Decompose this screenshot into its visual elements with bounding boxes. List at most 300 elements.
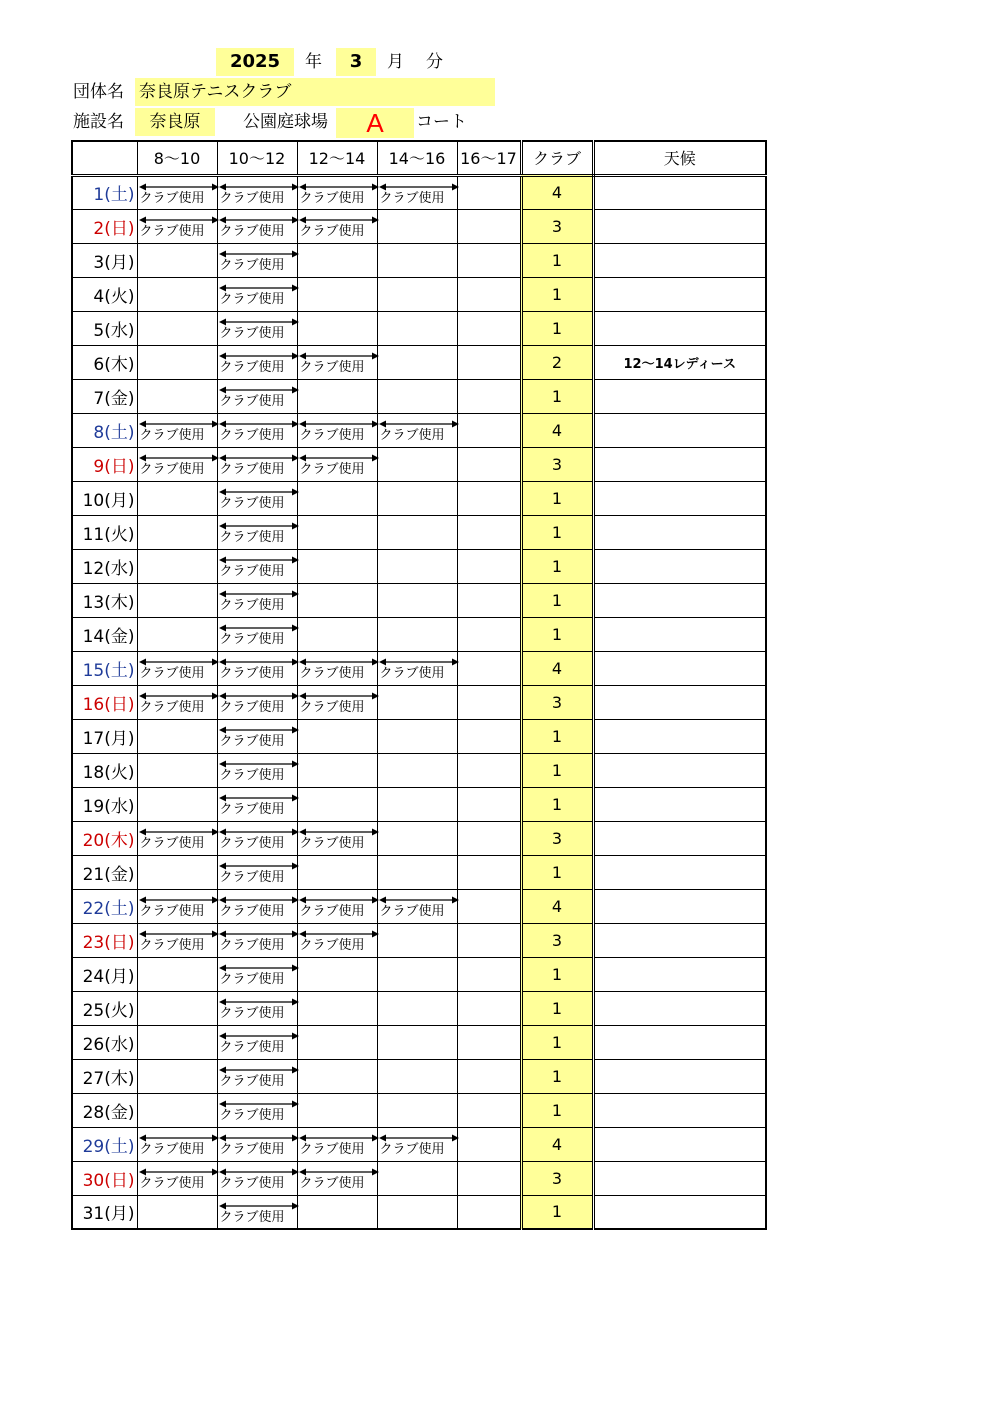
slot-cell xyxy=(457,1093,521,1127)
date-cell: 30(日) xyxy=(72,1161,137,1195)
date-cell: 28(金) xyxy=(72,1093,137,1127)
weather-note-cell xyxy=(593,753,766,787)
slot-cell xyxy=(457,311,521,345)
double-arrow-icon xyxy=(219,284,299,292)
table-row xyxy=(72,447,766,481)
date-cell: 10(月) xyxy=(72,481,137,515)
double-arrow-icon xyxy=(219,250,299,258)
slot-cell xyxy=(377,209,457,243)
slot-cell xyxy=(377,821,457,855)
club-use-label: クラブ使用 xyxy=(219,699,285,715)
club-count-cell: 3 xyxy=(521,821,593,855)
club-use-label: クラブ使用 xyxy=(219,631,285,647)
club-use-label: クラブ使用 xyxy=(299,427,365,443)
slot-cell xyxy=(217,991,297,1025)
club-count-cell: 1 xyxy=(521,243,593,277)
club-use-label: クラブ使用 xyxy=(219,1175,285,1191)
double-arrow-icon xyxy=(219,216,299,224)
club-use-label: クラブ使用 xyxy=(219,325,285,341)
club-count-cell: 1 xyxy=(521,1195,593,1229)
double-arrow-icon xyxy=(219,794,299,802)
slot-cell xyxy=(137,1195,217,1229)
club-use-label: クラブ使用 xyxy=(219,529,285,545)
weather-note-cell xyxy=(593,413,766,447)
slot-cell xyxy=(297,753,377,787)
table-row xyxy=(72,175,766,209)
slot-cell xyxy=(297,583,377,617)
double-arrow-icon xyxy=(379,420,459,428)
double-arrow-icon xyxy=(139,930,219,938)
table-row xyxy=(72,243,766,277)
weather-note-cell xyxy=(593,379,766,413)
slot-cell xyxy=(377,1127,457,1161)
weather-note-cell xyxy=(593,209,766,243)
slot-cell xyxy=(137,1059,217,1093)
bun-label: 分 xyxy=(426,52,443,72)
slot-cell xyxy=(457,1127,521,1161)
weather-note-cell xyxy=(593,617,766,651)
slot-cell xyxy=(137,209,217,243)
col-header-14-16: 14～16 xyxy=(377,141,457,175)
club-use-label: クラブ使用 xyxy=(299,223,365,239)
double-arrow-icon xyxy=(139,1134,219,1142)
club-use-label: クラブ使用 xyxy=(379,903,445,919)
double-arrow-icon xyxy=(139,658,219,666)
table-row xyxy=(72,379,766,413)
slot-cell xyxy=(217,481,297,515)
club-use-label: クラブ使用 xyxy=(219,1073,285,1089)
club-count-cell: 1 xyxy=(521,481,593,515)
club-count-cell: 4 xyxy=(521,889,593,923)
slot-cell xyxy=(297,855,377,889)
slot-cell xyxy=(217,617,297,651)
weather-note-cell xyxy=(593,787,766,821)
club-use-label: クラブ使用 xyxy=(139,190,205,206)
slot-cell xyxy=(137,243,217,277)
double-arrow-icon xyxy=(379,183,459,191)
slot-cell xyxy=(137,787,217,821)
double-arrow-icon xyxy=(219,862,299,870)
club-use-label: クラブ使用 xyxy=(219,1107,285,1123)
club-use-label: クラブ使用 xyxy=(219,903,285,919)
slot-cell xyxy=(457,991,521,1025)
double-arrow-icon xyxy=(219,522,299,530)
year-value: 2025 xyxy=(216,48,294,76)
club-count-cell: 1 xyxy=(521,549,593,583)
date-cell: 26(水) xyxy=(72,1025,137,1059)
slot-cell xyxy=(217,515,297,549)
slot-cell xyxy=(457,651,521,685)
double-arrow-icon xyxy=(299,216,379,224)
slot-cell xyxy=(217,345,297,379)
double-arrow-icon xyxy=(219,352,299,360)
slot-cell xyxy=(457,583,521,617)
slot-cell xyxy=(377,243,457,277)
double-arrow-icon xyxy=(299,1168,379,1176)
weather-note-cell xyxy=(593,651,766,685)
header-row xyxy=(72,141,766,175)
slot-cell xyxy=(137,447,217,481)
slot-cell xyxy=(457,889,521,923)
col-header-12-14: 12～14 xyxy=(297,141,377,175)
slot-cell xyxy=(217,1161,297,1195)
slot-cell xyxy=(457,821,521,855)
weather-note-cell xyxy=(593,515,766,549)
month-suffix: 月 xyxy=(387,52,404,72)
date-cell: 13(木) xyxy=(72,583,137,617)
slot-cell xyxy=(137,1025,217,1059)
slot-cell xyxy=(457,345,521,379)
slot-cell xyxy=(217,277,297,311)
slot-cell xyxy=(137,889,217,923)
court-suffix: コート xyxy=(416,112,467,132)
table-row xyxy=(72,311,766,345)
date-cell: 29(土) xyxy=(72,1127,137,1161)
double-arrow-icon xyxy=(219,828,299,836)
table-row xyxy=(72,923,766,957)
slot-cell xyxy=(297,1161,377,1195)
club-use-label: クラブ使用 xyxy=(219,1005,285,1021)
double-arrow-icon xyxy=(219,590,299,598)
club-count-cell: 3 xyxy=(521,1161,593,1195)
table-row xyxy=(72,1195,766,1229)
slot-cell xyxy=(377,175,457,209)
club-use-label: クラブ使用 xyxy=(379,1141,445,1157)
date-cell: 12(水) xyxy=(72,549,137,583)
double-arrow-icon xyxy=(299,692,379,700)
club-count-cell: 1 xyxy=(521,991,593,1025)
slot-cell xyxy=(297,413,377,447)
date-cell: 1(土) xyxy=(72,175,137,209)
club-count-cell: 3 xyxy=(521,685,593,719)
club-count-cell: 1 xyxy=(521,515,593,549)
slot-cell xyxy=(377,1161,457,1195)
double-arrow-icon xyxy=(299,454,379,462)
slot-cell xyxy=(377,413,457,447)
table-row xyxy=(72,277,766,311)
weather-note-cell xyxy=(593,481,766,515)
weather-note-cell xyxy=(593,719,766,753)
date-cell: 31(月) xyxy=(72,1195,137,1229)
slot-cell xyxy=(217,923,297,957)
slot-cell xyxy=(297,923,377,957)
slot-cell xyxy=(217,957,297,991)
slot-cell xyxy=(217,821,297,855)
slot-cell xyxy=(377,277,457,311)
facility-label: 施設名 xyxy=(73,112,124,132)
club-use-label: クラブ使用 xyxy=(139,461,205,477)
facility-type: 公園庭球場 xyxy=(243,112,328,132)
slot-cell xyxy=(457,719,521,753)
slot-cell xyxy=(457,1025,521,1059)
double-arrow-icon xyxy=(219,1202,299,1210)
double-arrow-icon xyxy=(219,998,299,1006)
slot-cell xyxy=(457,1059,521,1093)
slot-cell xyxy=(217,175,297,209)
weather-note-cell xyxy=(593,447,766,481)
club-count-cell: 3 xyxy=(521,447,593,481)
table-row xyxy=(72,957,766,991)
slot-cell xyxy=(297,991,377,1025)
table-row xyxy=(72,481,766,515)
club-use-label: クラブ使用 xyxy=(139,665,205,681)
weather-note-cell xyxy=(593,991,766,1025)
club-count-cell: 4 xyxy=(521,1127,593,1161)
slot-cell xyxy=(457,787,521,821)
slot-cell xyxy=(217,413,297,447)
slot-cell xyxy=(297,787,377,821)
slot-cell xyxy=(457,753,521,787)
table-row xyxy=(72,991,766,1025)
club-use-label: クラブ使用 xyxy=(219,495,285,511)
slot-cell xyxy=(377,1059,457,1093)
slot-cell xyxy=(297,1127,377,1161)
double-arrow-icon xyxy=(219,930,299,938)
slot-cell xyxy=(137,345,217,379)
slot-cell xyxy=(297,175,377,209)
date-cell: 18(火) xyxy=(72,753,137,787)
group-name: 奈良原テニスクラブ xyxy=(135,78,495,106)
double-arrow-icon xyxy=(299,352,379,360)
weather-note-cell xyxy=(593,311,766,345)
slot-cell xyxy=(137,617,217,651)
table-row xyxy=(72,1059,766,1093)
weather-note-cell xyxy=(593,175,766,209)
double-arrow-icon xyxy=(219,1032,299,1040)
double-arrow-icon xyxy=(139,454,219,462)
group-label: 団体名 xyxy=(73,82,124,102)
slot-cell xyxy=(377,753,457,787)
club-count-cell: 1 xyxy=(521,855,593,889)
club-use-label: クラブ使用 xyxy=(219,257,285,273)
club-use-label: クラブ使用 xyxy=(139,1175,205,1191)
slot-cell xyxy=(137,175,217,209)
slot-cell xyxy=(137,821,217,855)
club-use-label: クラブ使用 xyxy=(219,665,285,681)
slot-cell xyxy=(297,617,377,651)
table-row xyxy=(72,413,766,447)
date-cell: 6(木) xyxy=(72,345,137,379)
slot-cell xyxy=(137,1127,217,1161)
slot-cell xyxy=(377,889,457,923)
weather-note-cell: 12～14レディース xyxy=(593,345,766,379)
date-cell: 22(土) xyxy=(72,889,137,923)
slot-cell xyxy=(377,957,457,991)
slot-cell xyxy=(137,481,217,515)
club-count-cell: 1 xyxy=(521,1025,593,1059)
slot-cell xyxy=(377,549,457,583)
month-value: 3 xyxy=(336,48,376,76)
slot-cell xyxy=(457,957,521,991)
slot-cell xyxy=(457,175,521,209)
table-row xyxy=(72,345,766,379)
club-count-cell: 4 xyxy=(521,651,593,685)
club-use-label: クラブ使用 xyxy=(299,1175,365,1191)
slot-cell xyxy=(297,685,377,719)
col-header-weather: 天候 xyxy=(593,141,766,175)
slot-cell xyxy=(297,311,377,345)
double-arrow-icon xyxy=(219,488,299,496)
weather-note-cell xyxy=(593,889,766,923)
weather-note-cell xyxy=(593,821,766,855)
slot-cell xyxy=(217,1093,297,1127)
slot-cell xyxy=(377,515,457,549)
club-count-cell: 1 xyxy=(521,379,593,413)
slot-cell xyxy=(457,1161,521,1195)
club-use-label: クラブ使用 xyxy=(379,190,445,206)
club-use-label: クラブ使用 xyxy=(219,1141,285,1157)
facility-name: 奈良原 xyxy=(135,108,215,136)
club-count-cell: 1 xyxy=(521,753,593,787)
slot-cell xyxy=(297,447,377,481)
club-count-cell: 1 xyxy=(521,583,593,617)
double-arrow-icon xyxy=(219,556,299,564)
slot-cell xyxy=(377,1093,457,1127)
slot-cell xyxy=(217,1127,297,1161)
double-arrow-icon xyxy=(219,386,299,394)
weather-note-cell xyxy=(593,1093,766,1127)
slot-cell xyxy=(457,243,521,277)
weather-note-cell xyxy=(593,923,766,957)
club-count-cell: 1 xyxy=(521,617,593,651)
double-arrow-icon xyxy=(139,896,219,904)
double-arrow-icon xyxy=(219,1100,299,1108)
table-row xyxy=(72,855,766,889)
slot-cell xyxy=(377,855,457,889)
double-arrow-icon xyxy=(299,1134,379,1142)
double-arrow-icon xyxy=(219,896,299,904)
slot-cell xyxy=(457,855,521,889)
date-cell: 23(日) xyxy=(72,923,137,957)
slot-cell xyxy=(137,957,217,991)
club-use-label: クラブ使用 xyxy=(299,1141,365,1157)
table-row xyxy=(72,549,766,583)
club-use-label: クラブ使用 xyxy=(219,461,285,477)
slot-cell xyxy=(457,685,521,719)
club-use-label: クラブ使用 xyxy=(379,665,445,681)
slot-cell xyxy=(137,413,217,447)
slot-cell xyxy=(137,991,217,1025)
table-row xyxy=(72,1025,766,1059)
slot-cell xyxy=(297,209,377,243)
club-use-label: クラブ使用 xyxy=(299,665,365,681)
club-use-label: クラブ使用 xyxy=(219,563,285,579)
slot-cell xyxy=(457,515,521,549)
club-use-label: クラブ使用 xyxy=(299,903,365,919)
weather-note-cell xyxy=(593,549,766,583)
slot-cell xyxy=(217,243,297,277)
double-arrow-icon xyxy=(139,828,219,836)
club-use-label: クラブ使用 xyxy=(379,427,445,443)
double-arrow-icon xyxy=(219,1134,299,1142)
slot-cell xyxy=(457,379,521,413)
slot-cell xyxy=(297,379,377,413)
col-header-10-12: 10～12 xyxy=(217,141,297,175)
slot-cell xyxy=(217,1195,297,1229)
table-row xyxy=(72,719,766,753)
corner-cell xyxy=(72,141,137,175)
club-count-cell: 4 xyxy=(521,413,593,447)
slot-cell xyxy=(297,481,377,515)
weather-note-cell xyxy=(593,1059,766,1093)
table-row xyxy=(72,753,766,787)
slot-cell xyxy=(217,1025,297,1059)
club-use-label: クラブ使用 xyxy=(139,427,205,443)
club-count-cell: 1 xyxy=(521,719,593,753)
slot-cell xyxy=(137,515,217,549)
slot-cell xyxy=(137,277,217,311)
club-use-label: クラブ使用 xyxy=(219,835,285,851)
slot-cell xyxy=(377,583,457,617)
date-cell: 15(土) xyxy=(72,651,137,685)
club-use-label: クラブ使用 xyxy=(219,733,285,749)
schedule-table xyxy=(71,140,767,1230)
date-cell: 17(月) xyxy=(72,719,137,753)
slot-cell xyxy=(377,719,457,753)
slot-cell xyxy=(297,1195,377,1229)
slot-cell xyxy=(217,311,297,345)
slot-cell xyxy=(137,549,217,583)
slot-cell xyxy=(377,1025,457,1059)
table-row xyxy=(72,1161,766,1195)
club-use-label: クラブ使用 xyxy=(219,190,285,206)
weather-note-cell xyxy=(593,855,766,889)
club-count-cell: 3 xyxy=(521,209,593,243)
slot-cell xyxy=(297,821,377,855)
col-header-club: クラブ xyxy=(521,141,593,175)
slot-cell xyxy=(297,1093,377,1127)
date-cell: 24(月) xyxy=(72,957,137,991)
double-arrow-icon xyxy=(139,216,219,224)
col-header-16-17: 16～17 xyxy=(457,141,521,175)
double-arrow-icon xyxy=(219,183,299,191)
double-arrow-icon xyxy=(139,183,219,191)
slot-cell xyxy=(297,1025,377,1059)
table-row xyxy=(72,821,766,855)
club-use-label: クラブ使用 xyxy=(219,427,285,443)
weather-note-cell xyxy=(593,243,766,277)
slot-cell xyxy=(457,617,521,651)
slot-cell xyxy=(457,549,521,583)
double-arrow-icon xyxy=(299,420,379,428)
double-arrow-icon xyxy=(219,1168,299,1176)
double-arrow-icon xyxy=(219,1066,299,1074)
slot-cell xyxy=(217,549,297,583)
table-row xyxy=(72,583,766,617)
date-cell: 20(木) xyxy=(72,821,137,855)
table-row xyxy=(72,209,766,243)
double-arrow-icon xyxy=(299,828,379,836)
club-use-label: クラブ使用 xyxy=(139,903,205,919)
club-count-cell: 2 xyxy=(521,345,593,379)
club-use-label: クラブ使用 xyxy=(219,937,285,953)
club-use-label: クラブ使用 xyxy=(219,1039,285,1055)
weather-note-cell xyxy=(593,277,766,311)
slot-cell xyxy=(377,447,457,481)
slot-cell xyxy=(297,651,377,685)
weather-note-cell xyxy=(593,583,766,617)
club-count-cell: 3 xyxy=(521,923,593,957)
club-use-label: クラブ使用 xyxy=(299,190,365,206)
slot-cell xyxy=(457,413,521,447)
double-arrow-icon xyxy=(139,420,219,428)
slot-cell xyxy=(377,617,457,651)
date-cell: 21(金) xyxy=(72,855,137,889)
double-arrow-icon xyxy=(299,183,379,191)
weather-note-cell xyxy=(593,1195,766,1229)
slot-cell xyxy=(137,1161,217,1195)
club-count-cell: 1 xyxy=(521,311,593,345)
